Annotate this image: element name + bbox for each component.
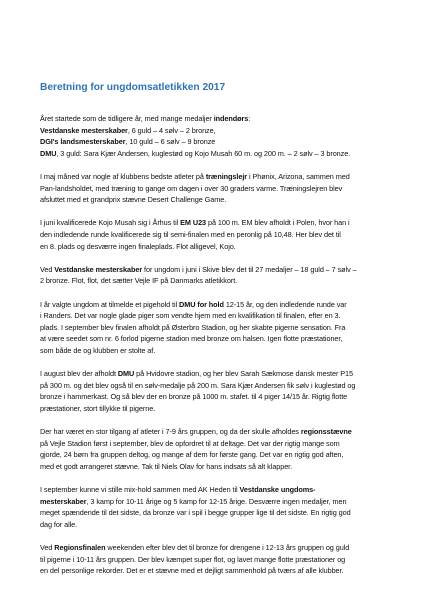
text-line (40, 136, 390, 148)
text-run: weekenden efter blev det til bronze for drengene i 12-13 års gruppen og guld (105, 542, 350, 552)
document-body (40, 89, 390, 588)
text-line (40, 403, 390, 415)
text-run: Ved (40, 264, 55, 274)
text-line (40, 496, 390, 508)
text-run: , 10 guld – 6 sølv – 9 bronze (125, 137, 216, 147)
text-line (40, 217, 390, 229)
text-run: en 8. plads og desværre ingen finaleplads. Flot alligevel, Kojo. (40, 241, 236, 251)
text-run: Ved (40, 542, 55, 552)
text-line (40, 171, 390, 183)
text-run: 12-15 år, og den indledende runde var (223, 299, 347, 309)
text-run: bronze i hammerkast. Og så blev der en bronze på 1000 m. stafet. til 4 piger 14/15 år. Rigtig flotte (40, 392, 348, 402)
text-run: meget spændende til det sidste, da bronze var i spil i begge grupper lige til det sidste. En rigtig god (40, 508, 351, 518)
text-line (40, 542, 390, 554)
text-run: 2 bronze. Flot, flot, det sætter Vejle IF på Danmarks atletikkort. (40, 276, 238, 286)
text-run: I år valgte ungdom at tilmelde et pigehold til (40, 299, 180, 309)
text-run: en del personlige rekorder. Det er et stævne med et dejligt sammenhold på tværs af alle klubber. (40, 566, 344, 576)
paragraph (40, 426, 390, 472)
text-run: at være seedet som nr. 6 forlod pigerne stadion med bronze om halsen. Igen flotte præstationer, (40, 334, 343, 344)
text-line (40, 194, 390, 206)
document-title: Beretning for ungdomsatletikken 2017 (40, 82, 226, 93)
text-run: afsluttet med et grandprix stævne Desert Challenge Game. (40, 195, 227, 205)
bold-text: Vestdanske mesterskaber (54, 264, 143, 274)
text-line (40, 322, 390, 334)
text-run: I august blev der afholdt (40, 369, 118, 379)
text-run: på Vejle Stadion først i september, blev de opfordret til at deltage. Det var der rigtig mange som (40, 438, 340, 448)
text-run: I september kunne vi stille mix-hold sammen med AK Heden til (40, 485, 240, 494)
text-run: for ungdom i juni i Skive blev det til 27 medaljer – 18 guld – 7 sølv – (142, 264, 357, 274)
paragraph (40, 484, 390, 530)
text-line (40, 519, 390, 531)
text-run: I maj måned var nogle af klubbens bedste atleter på (40, 171, 206, 181)
text-line (40, 241, 390, 253)
bold-text: træningslejr (205, 171, 248, 181)
text-run: Der har været en stor tilgang af atleter i 7-9 års gruppen, og da der skulle afholdes (40, 427, 301, 437)
text-line (40, 183, 390, 195)
bold-text: EM U23 (180, 218, 207, 228)
text-line (40, 333, 390, 345)
text-run: på 300 m. og det blev også til en sølv-medalje på 200 m. Sara Kjær Andersen fik sølv i kuglestød og (40, 380, 356, 390)
bold-text: Vestdanske ungdoms- (239, 485, 316, 494)
paragraph (40, 542, 390, 577)
text-run: som både de og klubben er stolte af. (40, 345, 156, 355)
text-run: i Phønix, Arizona, sammen med (247, 171, 350, 181)
text-line (40, 148, 390, 160)
text-line (40, 345, 390, 357)
text-run: Året startede som de tidligere år, med mange medaljer (40, 114, 214, 123)
paragraph (40, 299, 390, 357)
bold-text: DMU for hold (179, 299, 224, 309)
paragraph (40, 368, 390, 414)
text-run: på Hvidovre stadion, og her blev Sarah Sækmose dansk mester P15 (134, 369, 354, 379)
text-line (40, 368, 390, 380)
paragraph (40, 217, 390, 252)
text-run: i Randers. Det var nogle glade piger som vendte hjem med en kvalifikation til finalen, efter en 3. (40, 311, 341, 321)
text-line (40, 484, 390, 496)
text-line (40, 275, 390, 287)
bold-text: Vestdanske mesterskaber (40, 125, 128, 135)
text-line (40, 438, 390, 450)
text-run: gjorde, 24 børn fra gruppen deltog, og mange af dem for første gang. Det var en rigtig god aften, (40, 450, 344, 460)
text-line (40, 426, 390, 438)
text-run: , 3 guld: Sara Kjær Andersen, kuglestød og Kojo Musah 60 m. og 200 m. – 2 sølv – 3 bronze. (56, 148, 351, 158)
text-run: : (248, 114, 251, 123)
text-line (40, 391, 390, 403)
bold-text: DGI's landsmesterskaber (40, 137, 126, 147)
text-run: Pan-landsholdet, med træning to gange om dagen i over 30 graders varme. Træningslejren blev (40, 183, 343, 193)
text-line (40, 461, 390, 473)
text-line (40, 125, 390, 137)
bold-text: Regionsfinalen (54, 542, 106, 552)
bold-text: regionsstævne (300, 427, 352, 437)
text-run: med et godt arrangeret stævne. Tak til Niels Olav for hans indsats så alt klapper. (40, 461, 293, 471)
bold-text: indendørs (213, 114, 249, 123)
paragraph (40, 113, 390, 159)
text-run: , 3 kamp for 10-11 årige og 5 kamp for 12-15 årige. Desværre ingen medaljer, men (86, 496, 347, 506)
bold-text: DMU (117, 369, 135, 379)
text-line (40, 310, 390, 322)
text-run: I juni kvalificerede Kojo Musah sig i Århus til (40, 218, 181, 228)
text-run: den indledende runde kvalificerede sig til semi-finalen med en peronlig på 10,48. Her blev det til (40, 229, 341, 239)
text-line (40, 113, 390, 125)
text-line (40, 229, 390, 241)
bold-text: mesterskaber (40, 496, 87, 506)
text-line (40, 264, 390, 276)
text-run: plads. I september blev finalen afholdt på Østerbro Stadion, og her skabte pigerne sensation. Fra (40, 322, 346, 332)
text-run: præstationer, stort tillykke til pigerne. (40, 403, 156, 413)
text-line (40, 380, 390, 392)
paragraph (40, 171, 390, 206)
text-line (40, 299, 390, 311)
bold-text: DMU (40, 148, 57, 158)
text-line (40, 449, 390, 461)
text-run: dag for alle. (40, 519, 78, 529)
text-line (40, 554, 390, 566)
text-line (40, 565, 390, 577)
paragraph (40, 264, 390, 287)
text-run: på 100 m. EM blev afholdt i Polen, hvor han i (206, 218, 350, 228)
text-run: , 6 guld – 4 sølv – 2 bronze, (127, 125, 216, 135)
text-run: til pigerne i 10-11 års gruppen. Der blev kæmpet super flot, og lavet mange flotte præstationer og (40, 554, 346, 564)
text-line (40, 507, 390, 519)
